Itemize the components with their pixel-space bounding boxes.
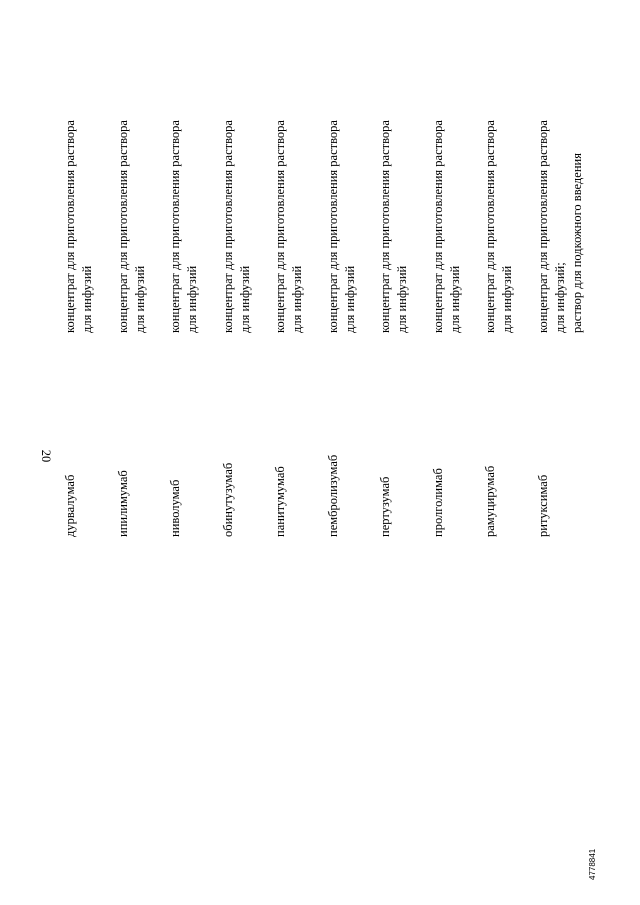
dosage-form-line: для инфузий [237,265,252,333]
dosage-form-line: концентрат для приготовления раствора [430,120,445,333]
dosage-form [220,38,254,333]
drug-name: ипилимумаб [115,470,130,537]
dosage-form [62,38,96,333]
dosage-form [430,38,464,333]
drug-name: ниволумаб [168,479,182,537]
dosage-form-line: для инфузий [290,265,304,333]
dosage-form-line: для инфузий [395,265,409,333]
dosage-form-line: для инфузий [132,265,147,333]
dosage-form [167,38,201,333]
dosage-form-line: концентрат для приготовления раствора [535,120,550,333]
drug-name: пембролизумаб [325,454,340,537]
dosage-form-line: для инфузий [185,265,199,333]
dosage-form-line: раствор для подкожного введения [569,153,584,333]
drug-name: обинутузумаб [220,462,235,537]
dosage-form [535,38,586,333]
dosage-form-line: концентрат для приготовления раствора [115,120,130,333]
drug-name: дурвалумаб [63,474,77,537]
dosage-form [482,38,516,333]
drug-name: пролголимаб [430,468,445,537]
dosage-form-line: концентрат для приготовления раствора [63,120,77,333]
page-number: 20 [39,449,53,463]
dosage-form [325,38,359,333]
dosage-form [115,38,149,333]
dosage-form-line: концентрат для приготовления раствора [273,120,287,333]
dosage-form [377,38,411,333]
dosage-form-line: концентрат для приготовления раствора [220,120,235,333]
drug-name: пертузумаб [378,476,392,537]
dosage-form-line: для инфузий [342,265,357,333]
dosage-form-line: для инфузий [500,265,514,333]
dosage-form-line: для инфузий; [552,262,567,333]
dosage-form [272,38,306,333]
dosage-form-line: для инфузий [80,265,94,333]
document-id: 4778841 [588,848,597,880]
dosage-form-line: для инфузий [447,265,462,333]
dosage-form-line: концентрат для приготовления раствора [168,120,182,333]
drug-name: рамуцирумаб [483,465,497,537]
drug-name: ритуксимаб [535,474,550,537]
dosage-form-line: концентрат для приготовления раствора [483,120,497,333]
dosage-form-line: концентрат для приготовления раствора [378,120,392,333]
dosage-form-line: концентрат для приготовления раствора [325,120,340,333]
drug-name: панитумумаб [273,466,287,537]
